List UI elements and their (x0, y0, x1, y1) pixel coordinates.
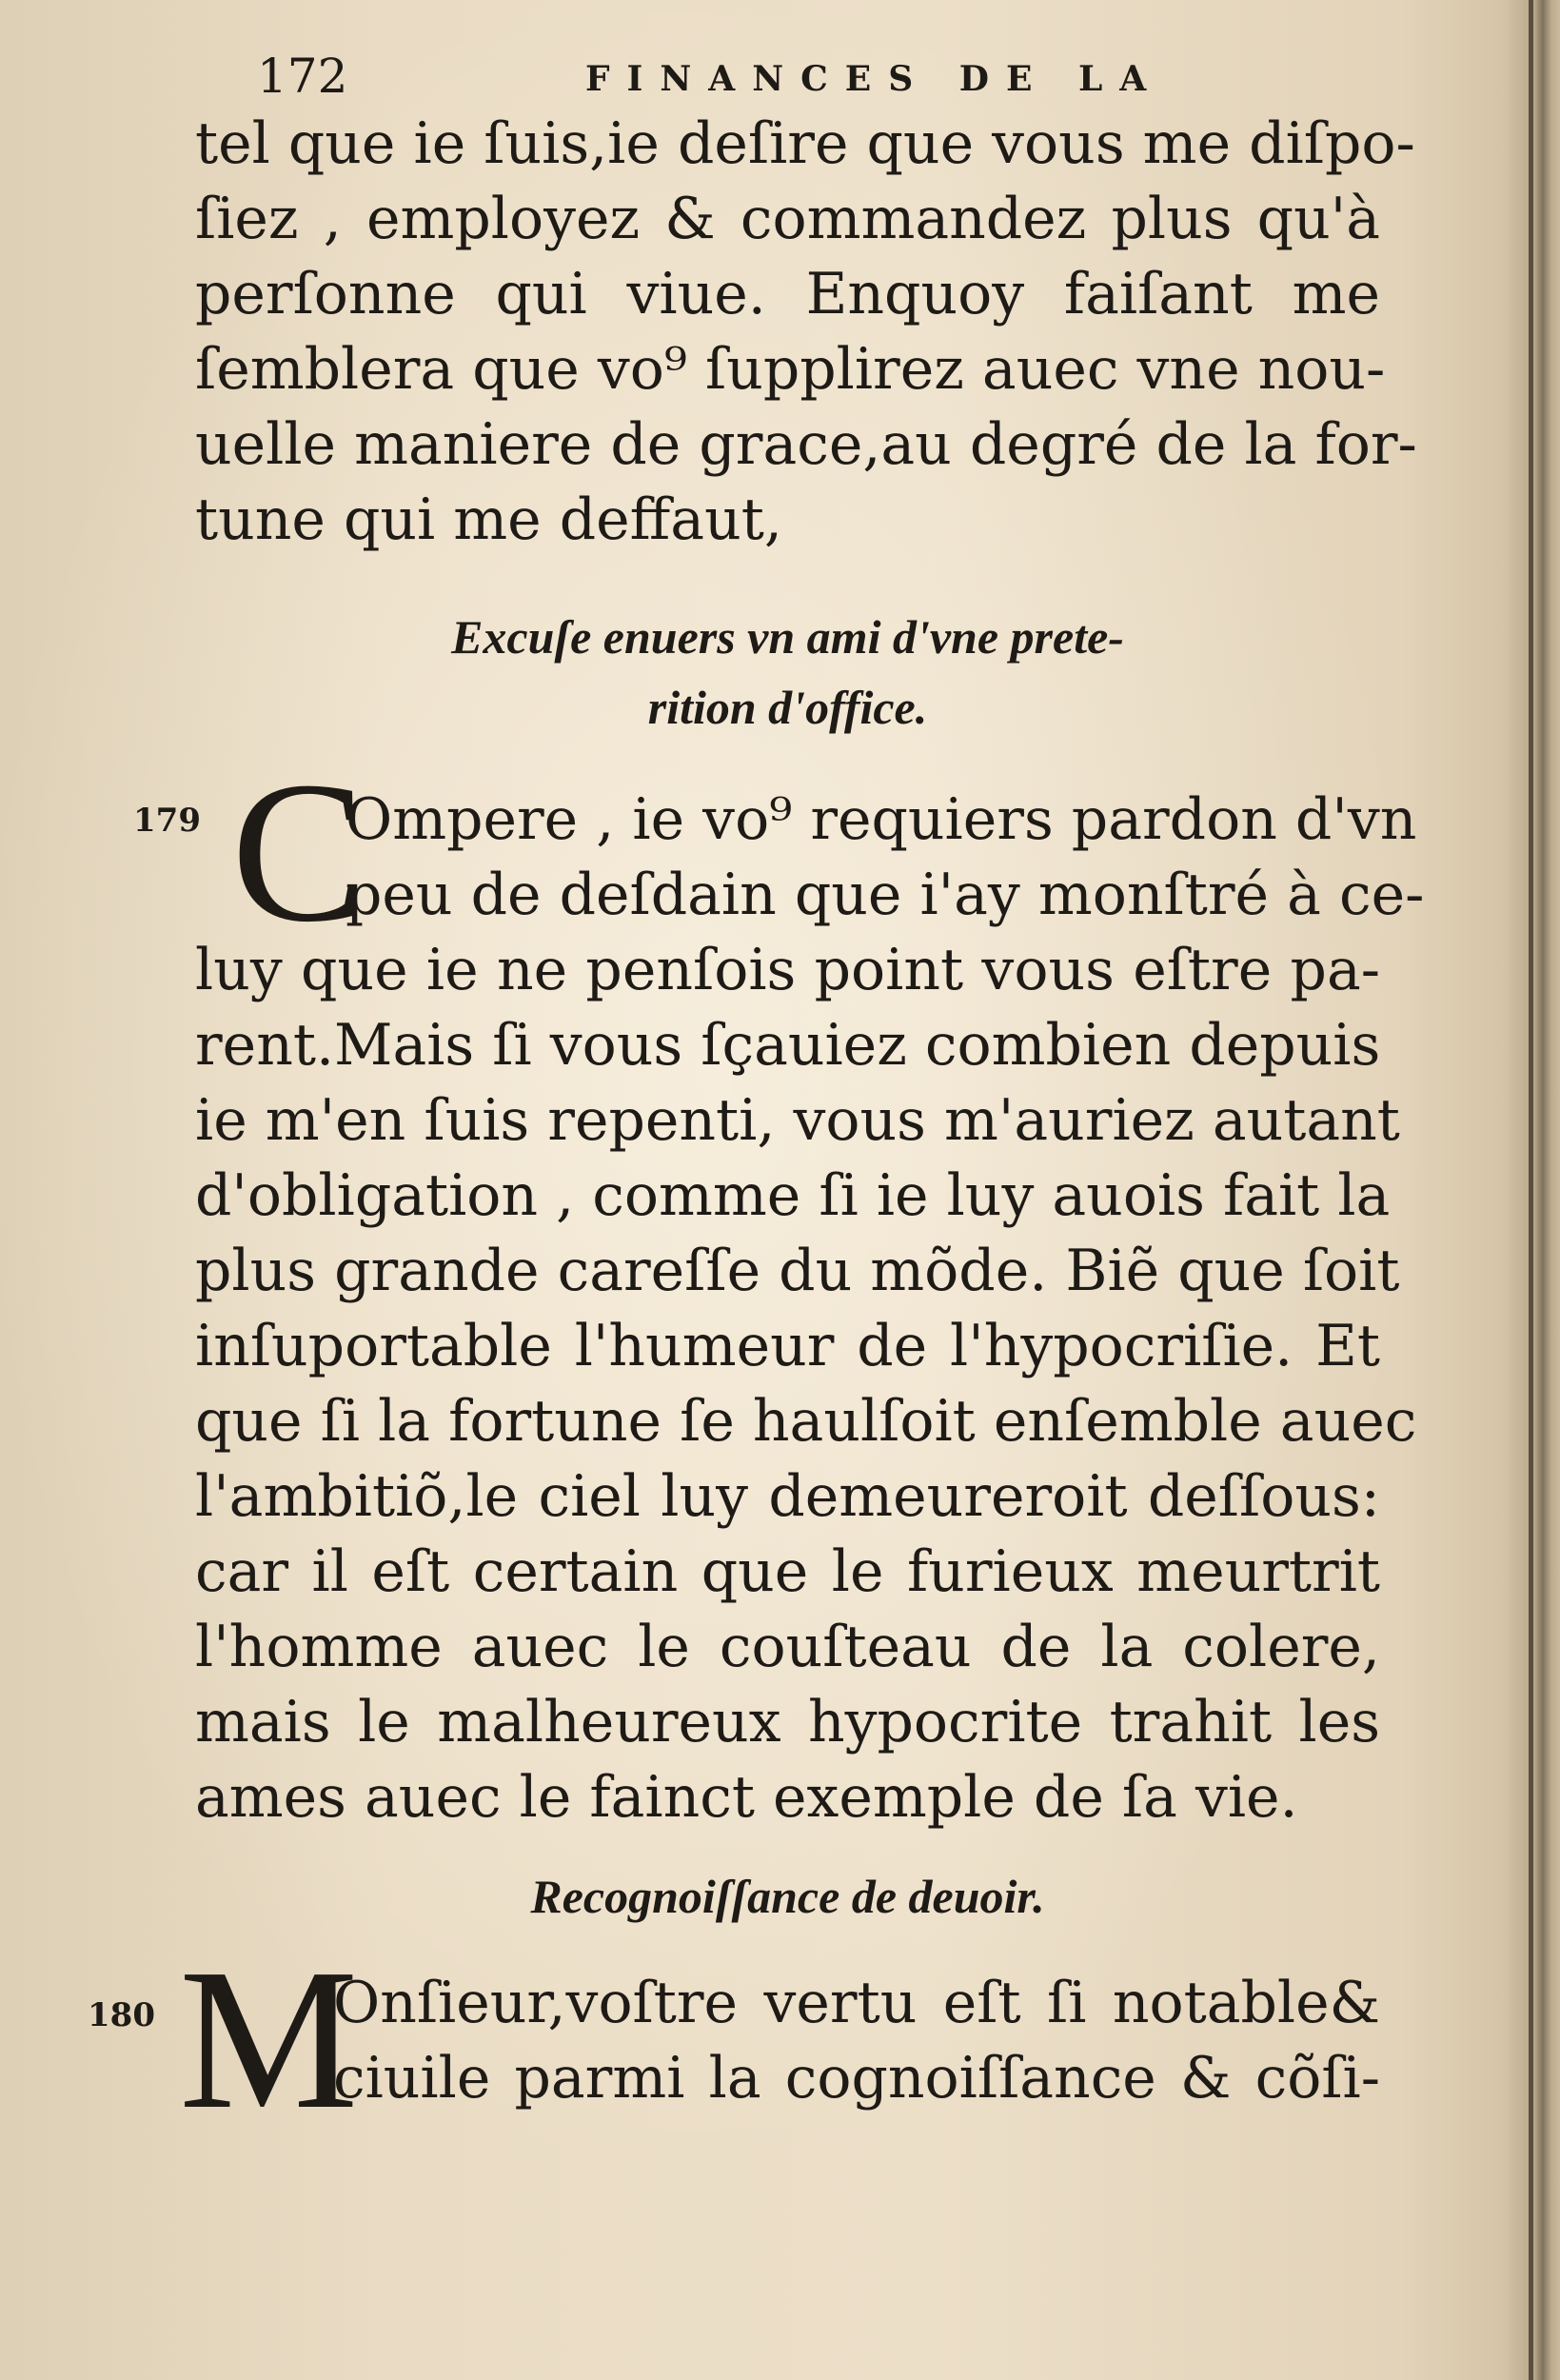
text-line: Ompere , ie vo⁹ requiers pardon d'vn (346, 786, 1417, 853)
text-line: l'ambitiõ,le ciel luy demeureroit deſſous: (195, 1463, 1380, 1530)
text-line: inſuportable l'humeur de l'hypocriſie. Et (195, 1313, 1380, 1379)
heading-line: Excuſe enuers vn ami d'vne prete- (451, 610, 1124, 664)
text-line: uelle maniere de grace,au degré de la for- (195, 411, 1417, 478)
text-line: ſemblera que vo⁹ ſupplirez auec vne nou- (195, 336, 1386, 403)
section-body-1 (195, 783, 1425, 1835)
text-line: tel que ie ſuis,ie deſire que vous me diſpo- (195, 110, 1415, 177)
text-line: tune qui me deffaut, (195, 486, 782, 553)
drop-cap-c: C (231, 740, 366, 963)
text-line: ſiez , employez & commandez plus qu'à (195, 186, 1380, 252)
text-line: ames auec le fainct exemple de ſa vie. (195, 1764, 1298, 1831)
text-line: ie m'en ſuis repenti, vous m'auriez autant (195, 1087, 1400, 1154)
text-line: d'obligation , comme ſi ie luy auois fait la (195, 1162, 1391, 1229)
text-line: peu de deſdain que i'ay monſtré à ce- (346, 862, 1425, 928)
text-line: car il eſt certain que le furieux meurtrit (195, 1538, 1380, 1605)
running-head (257, 48, 1236, 105)
text-line: l'homme auec le couſteau de la colere, (195, 1614, 1380, 1680)
continued-text (195, 107, 1417, 558)
running-title: FINANCES DE LA (585, 59, 1164, 99)
margin-number-179: 179 (133, 802, 201, 840)
text-line: rent.Mais ſi vous ſçauiez combien depuis (195, 1012, 1381, 1079)
text-line: plus grande careſſe du mõde. Biẽ que ſoit (195, 1238, 1400, 1304)
text-line: mais le malheureux hypocrite trahit les (195, 1689, 1380, 1755)
section-heading-2: Recognoiſſance de deuoir. (530, 1870, 1045, 1923)
text-line: Onſieur,voſtre vertu eſt ſi notable& (333, 1970, 1380, 2036)
heading-line: rition d'office. (647, 681, 928, 734)
page-number: 172 (257, 49, 348, 104)
margin-number-180: 180 (88, 1996, 155, 2034)
section-heading-1 (195, 602, 1380, 743)
text-line: que ſi la fortune ſe haulſoit enſemble auec (195, 1388, 1417, 1455)
binding-edge (1529, 0, 1533, 2380)
text-line: ciuile parmi la cognoiſſance & cõſi- (333, 2045, 1380, 2112)
section-body-2 (333, 1966, 1380, 2116)
drop-cap-m: M (179, 1927, 359, 2151)
text-line: luy que ie ne penſois point vous eſtre pa- (195, 937, 1380, 1003)
text-line: perſonne qui viue. Enquoy faiſant me (195, 261, 1380, 327)
